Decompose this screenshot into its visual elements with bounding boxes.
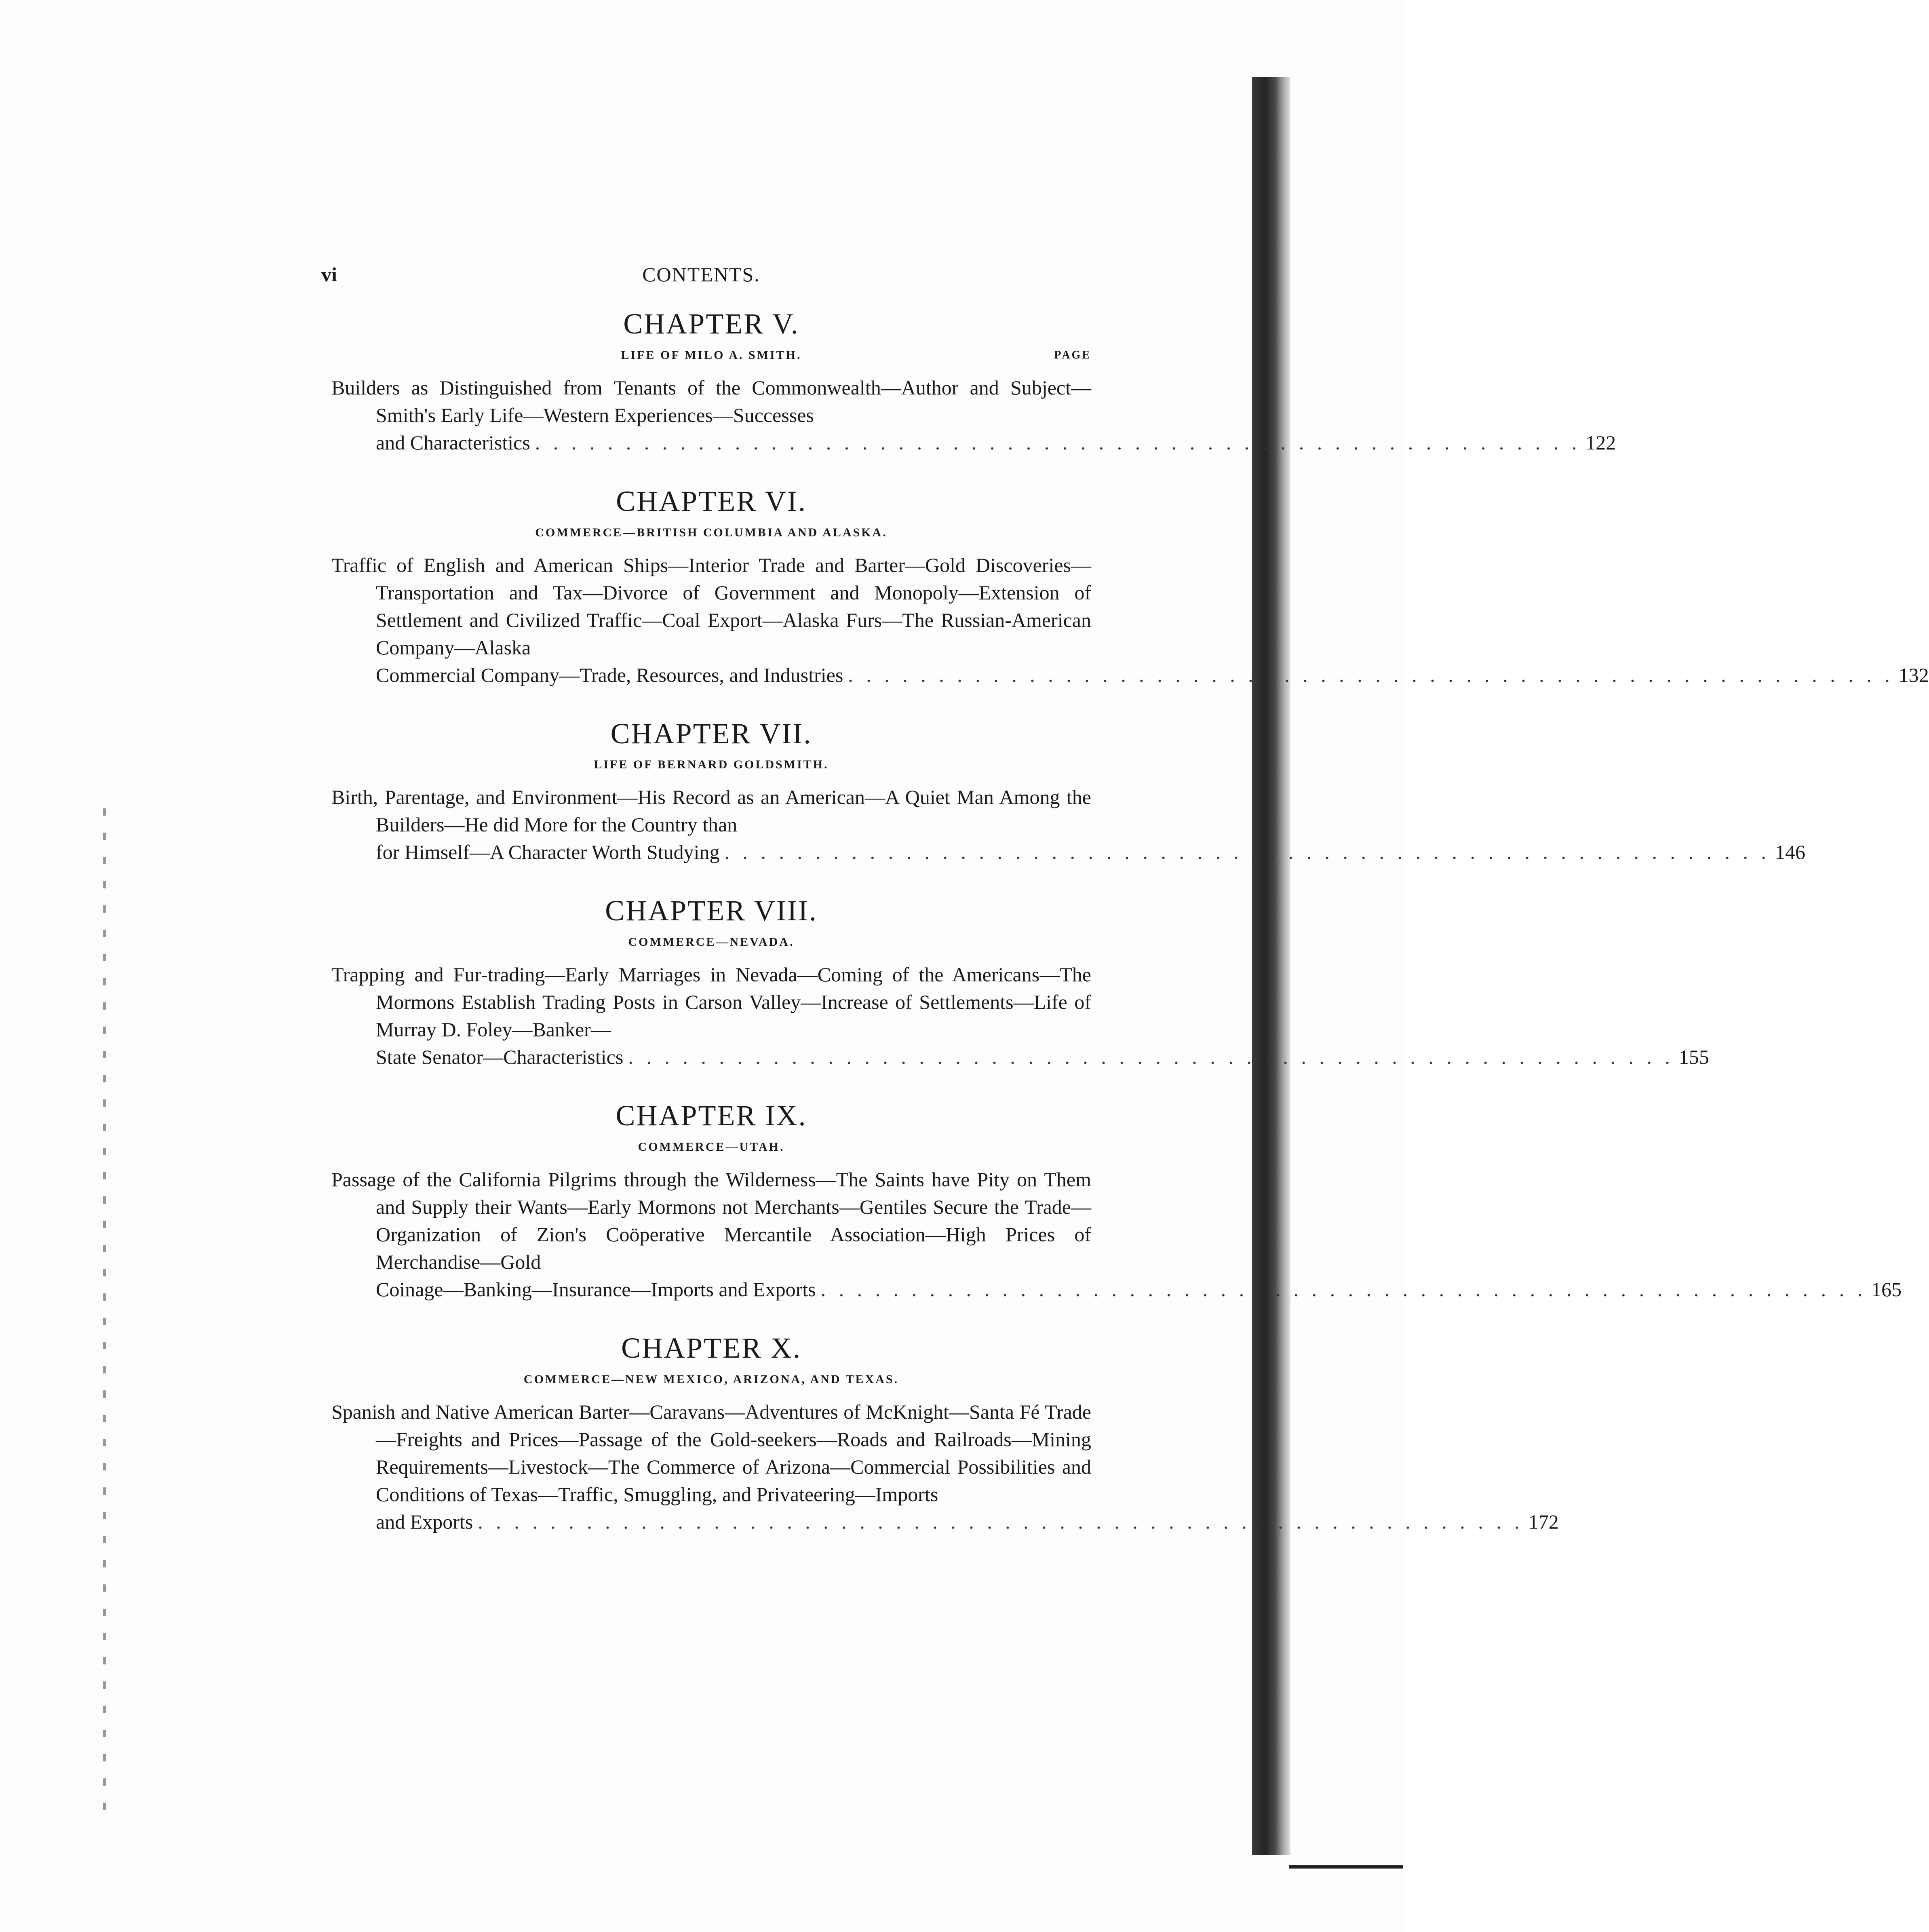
chapter-summary-text: Birth, Parentage, and Environment—His Record as an American—A Quiet Man Among the Builders—He did More for the Country than	[331, 786, 1091, 836]
chapter-summary-last-line: State Senator—Characteristics	[376, 1046, 624, 1069]
running-title: CONTENTS.	[642, 263, 760, 286]
chapter-heading: CHAPTER V.	[623, 308, 799, 340]
chapter-entry	[331, 1099, 1902, 1303]
page-column-label: PAGE	[1054, 348, 1091, 361]
chapter-heading: CHAPTER VIII.	[605, 894, 818, 927]
chapter-entry	[331, 894, 1709, 1071]
chapter-subhead-row	[331, 1370, 1091, 1389]
page-number: 146	[1775, 841, 1805, 864]
chapter-summary-text: Builders as Distinguished from Tenants of the Commonwealth—Author and Subject—Smith's Early Life—Western Experiences—Successes	[331, 376, 1091, 426]
chapter-summary	[331, 783, 1805, 866]
dot-leader: . . . . . . . . . . . . . . . . . . . . . . . . . . . . . . . . . . . . . . . . . . . . . . . . . . . . . . . . . .	[724, 841, 1770, 864]
dot-leader: . . . . . . . . . . . . . . . . . . . . . . . . . . . . . . . . . . . . . . . . . . . . . . . . . . . . . . . . . .	[478, 1510, 1524, 1533]
chapter-summary-last-line: and Exports	[376, 1510, 473, 1533]
chapter-summary	[331, 961, 1709, 1071]
chapter-subtitle: COMMERCE—BRITISH COLUMBIA AND ALASKA.	[535, 525, 888, 539]
contents-list	[331, 307, 1929, 1564]
chapter-summary	[331, 374, 1616, 456]
chapter-subhead-row	[331, 346, 1091, 365]
chapter-entry	[331, 717, 1805, 866]
chapter-summary-last-line: Commercial Company—Trade, Resources, and Industries	[376, 663, 843, 686]
chapter-entry	[331, 485, 1929, 689]
chapter-heading: CHAPTER IX.	[616, 1099, 807, 1132]
chapter-heading: CHAPTER X.	[621, 1331, 802, 1364]
page-number: 172	[1528, 1510, 1559, 1533]
chapter-subhead-row	[331, 1137, 1091, 1157]
leader-line	[376, 1508, 1559, 1535]
page-folio: vi	[321, 263, 337, 286]
chapter-summary-text: Traffic of English and American Ships—Interior Trade and Barter—Gold Discoveries—Transportation and Tax—Divorce of Government and Monopoly—Extension of Settlement and Civilized Traffic—Coal Export—Alaska Furs—The Russian-American Company—Alaska	[331, 553, 1091, 659]
leader-line	[376, 661, 1929, 689]
chapter-summary	[331, 1166, 1902, 1303]
chapter-entry	[331, 1331, 1559, 1535]
chapter-heading: CHAPTER VI.	[616, 485, 807, 517]
dot-leader: . . . . . . . . . . . . . . . . . . . . . . . . . . . . . . . . . . . . . . . . . . . . . . . . . . . . . . . . . .	[848, 663, 1894, 686]
chapter-summary-text: Passage of the California Pilgrims through the Wilderness—The Saints have Pity on Them and Supply their Wants—Early Mormons not Merchants—Gentiles Secure the Trade—Organization of Zion's Coöperative Mercantile Association—High Prices of Merchandise—Gold	[331, 1168, 1091, 1273]
chapter-summary	[331, 1398, 1559, 1535]
leader-line	[376, 429, 1616, 456]
chapter-subtitle: COMMERCE—NEVADA.	[628, 935, 795, 949]
chapter-summary-text: Spanish and Native American Barter—Caravans—Adventures of McKnight—Santa Fé Trade—Freights and Prices—Passage of the Gold-seekers—Roads and Railroads—Mining Requirements—Livestock—The Commerce of Arizona—Commercial Possibilities and Conditions of Texas—Traffic, Smuggling, and Privateering—Imports	[331, 1400, 1091, 1506]
leader-line	[376, 1276, 1902, 1303]
chapter-subtitle: LIFE OF MILO A. SMITH.	[621, 348, 802, 362]
bottom-rule	[1289, 1865, 1403, 1869]
leader-line	[376, 838, 1805, 866]
chapter-entry	[331, 307, 1616, 456]
page-number: 155	[1678, 1046, 1709, 1069]
chapter-subtitle: COMMERCE—NEW MEXICO, ARIZONA, AND TEXAS.	[523, 1372, 899, 1386]
chapter-subtitle: LIFE OF BERNARD GOLDSMITH.	[594, 758, 829, 772]
chapter-subhead-row	[331, 523, 1091, 542]
chapter-summary-last-line: and Characteristics	[376, 431, 530, 454]
page-number: 165	[1871, 1278, 1902, 1301]
dot-leader: . . . . . . . . . . . . . . . . . . . . . . . . . . . . . . . . . . . . . . . . . . . . . . . . . . . . . . . . . .	[628, 1046, 1674, 1069]
chapter-heading: CHAPTER VII.	[610, 717, 812, 750]
binding-edge-shadow	[1252, 77, 1290, 1855]
page-number: 132	[1898, 663, 1929, 686]
dot-leader: . . . . . . . . . . . . . . . . . . . . . . . . . . . . . . . . . . . . . . . . . . . . . . . . . . . . . . . . . .	[820, 1278, 1867, 1301]
page-number: 122	[1585, 431, 1616, 454]
leader-line	[376, 1043, 1709, 1071]
chapter-subhead-row	[331, 755, 1091, 774]
chapter-subhead-row	[331, 932, 1091, 952]
running-head	[321, 263, 1081, 291]
chapter-subtitle: COMMERCE—UTAH.	[638, 1140, 785, 1154]
chapter-summary-last-line: for Himself—A Character Worth Studying	[376, 841, 720, 864]
chapter-summary-last-line: Coinage—Banking—Insurance—Imports and Exports	[376, 1278, 816, 1301]
chapter-summary-text: Trapping and Fur-trading—Early Marriages in Nevada—Coming of the Americans—The Mormons Establish Trading Posts in Carson Valley—Increase of Settlements—Life of Murray D. Foley—Banker—	[331, 963, 1091, 1041]
chapter-summary	[331, 551, 1929, 689]
dot-leader: . . . . . . . . . . . . . . . . . . . . . . . . . . . . . . . . . . . . . . . . . . . . . . . . . . . . . . . . . .	[535, 431, 1581, 454]
left-margin-speckle	[103, 808, 106, 1819]
